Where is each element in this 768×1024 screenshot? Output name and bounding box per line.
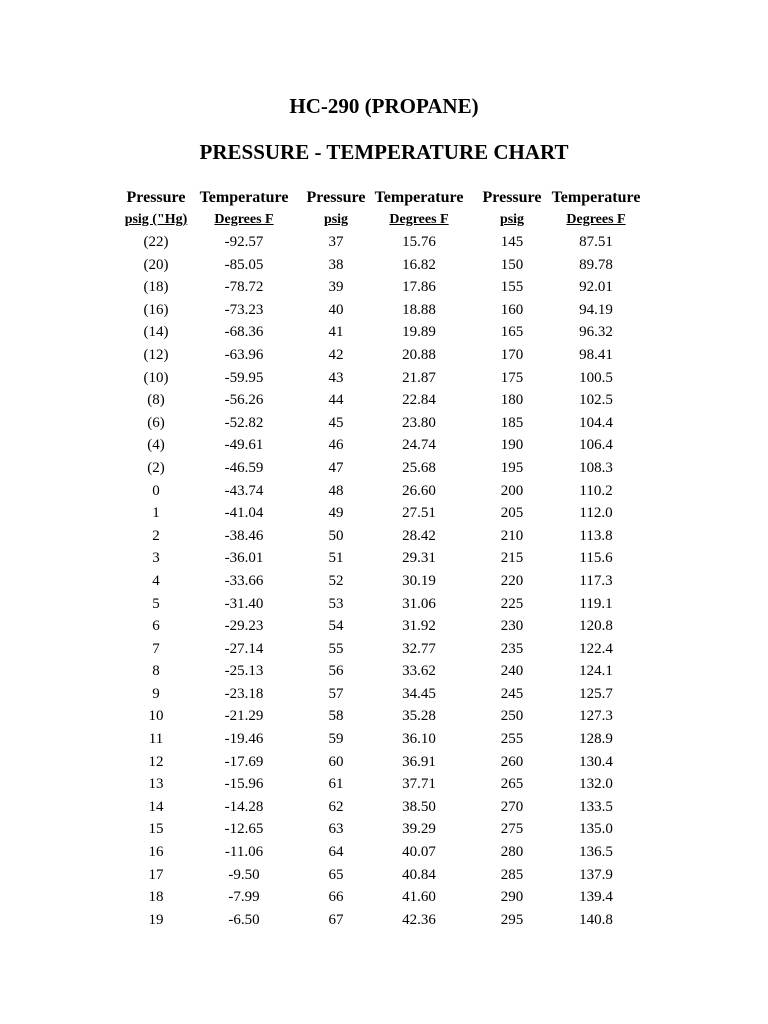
table-cell: 37.71 [402,776,436,793]
table-cell: -33.66 [224,572,264,589]
table-cell: 35.28 [402,708,436,725]
table-cell: 5 [152,595,160,612]
table-cell: 54 [328,618,344,635]
table-cell: 265 [500,776,524,793]
table-cell: 6 [152,618,160,635]
table-cell: 59 [328,731,344,748]
table-cell: 89.78 [579,256,613,273]
table-cell: 38 [328,256,344,273]
table-cell: -11.06 [224,844,264,861]
table-cell: 17.86 [402,279,436,296]
document-subtitle: PRESSURE - TEMPERATURE CHART [199,140,569,164]
column-unit: Degrees F [389,212,449,227]
table-cell: 128.9 [579,731,613,748]
table-cell: 28.42 [402,527,436,544]
table-cell: 240 [500,663,524,680]
table-cell: 98.41 [579,346,613,363]
table-cell: 94.19 [579,301,613,318]
table-cell: (10) [143,369,169,386]
column-header: Temperature [199,189,289,206]
table-cell: 275 [500,821,524,838]
table-cell: 34.45 [402,685,436,702]
table-cell: 295 [500,911,524,928]
table-cell: 112.0 [579,505,613,522]
table-cell: 60 [328,753,344,770]
table-cell: 104.4 [579,414,613,431]
table-cell: 12 [148,753,164,770]
table-cell: -7.99 [228,889,260,906]
table-cell: 24.74 [402,437,436,454]
table-cell: 13 [148,776,164,793]
table-cell: 235 [500,640,524,657]
table-cell: 20.88 [402,346,436,363]
table-cell: 190 [500,437,524,454]
table-cell: 39.29 [402,821,436,838]
table-cell: 16 [148,844,164,861]
table-cell: -36.01 [224,550,264,567]
table-cell: 9 [152,685,160,702]
pressure-column-3 [473,186,551,931]
table-cell: 92.01 [579,279,613,296]
column-values [371,231,467,931]
table-cell: 15.76 [402,234,436,250]
column-unit: Degrees F [566,212,626,227]
column-unit: psig ("Hg) [124,212,188,227]
table-cell: 245 [500,685,524,702]
table-cell: 4 [152,572,160,589]
table-cell: 87.51 [579,234,613,250]
table-cell: (20) [143,256,169,273]
table-cell: 205 [500,505,524,522]
table-cell: 140.8 [579,911,613,928]
table-cell: 135.0 [579,821,613,838]
column-header: Pressure [306,189,366,206]
pressure-column-1 [116,186,196,931]
table-cell: 62 [328,798,344,815]
table-cell: 52 [328,572,344,589]
table-cell: 170 [500,346,524,363]
table-cell: 43 [328,369,344,386]
pressure-column-2 [296,186,376,931]
table-cell: 260 [500,753,524,770]
table-cell: 49 [328,505,344,522]
table-cell: -14.28 [224,798,264,815]
table-cell: -85.05 [224,256,264,273]
table-cell: 10 [148,708,164,725]
table-cell: 23.80 [402,414,436,431]
table-cell: -31.40 [224,595,264,612]
table-cell: -21.29 [224,708,264,725]
table-cell: 119.1 [579,595,613,612]
table-cell: 15 [148,821,164,838]
table-cell: 31.06 [402,595,436,612]
table-cell: 124.1 [579,663,613,680]
table-cell: 41 [328,324,344,341]
table-cell: 50 [328,527,344,544]
table-cell: 230 [500,618,524,635]
table-cell: 255 [500,731,524,748]
table-cell: 117.3 [579,572,613,589]
table-cell: 32.77 [402,640,436,657]
table-cell: (12) [143,346,169,363]
table-cell: 195 [500,459,524,476]
column-header: Pressure [126,189,186,206]
temperature-column-2 [371,186,467,931]
table-cell: 155 [500,279,524,296]
table-cell: 280 [500,844,524,861]
table-cell: 145 [500,234,524,250]
table-cell: 55 [328,640,344,657]
table-cell: 64 [328,844,344,861]
table-cell: 136.5 [579,844,613,861]
table-cell: 120.8 [579,618,613,635]
table-cell: 33.62 [402,663,436,680]
table-cell: (22) [143,234,169,250]
table-cell: 110.2 [579,482,613,499]
table-cell: -68.36 [224,324,264,341]
table-cell: 8 [152,663,160,680]
table-cell: 113.8 [579,527,613,544]
table-cell: 31.92 [402,618,436,635]
table-cell: 42.36 [402,911,436,928]
table-cell: 133.5 [579,798,613,815]
table-cell: 58 [328,708,344,725]
table-cell: 42 [328,346,344,363]
column-unit: psig [323,212,349,227]
table-cell: 250 [500,708,524,725]
table-cell: 11 [148,731,164,748]
table-cell: 27.51 [402,505,436,522]
table-cell: 132.0 [579,776,613,793]
table-cell: 3 [152,550,160,567]
table-cell: 51 [328,550,344,567]
column-header: Temperature [551,189,641,206]
temperature-column-3 [548,186,644,931]
table-cell: -46.59 [224,459,264,476]
table-cell: 66 [328,889,344,906]
table-cell: -23.18 [224,685,264,702]
table-cell: (4) [147,437,165,454]
column-header: Pressure [482,189,542,206]
table-cell: 2 [152,527,160,544]
table-cell: 36.91 [402,753,436,770]
table-cell: 270 [500,798,524,815]
column-values [196,231,292,931]
table-cell: 185 [500,414,524,431]
table-cell: 137.9 [579,866,613,883]
table-cell: 1 [152,505,160,522]
column-values [116,231,196,931]
table-cell: -15.96 [224,776,264,793]
table-cell: -38.46 [224,527,264,544]
table-cell: 122.4 [579,640,613,657]
table-cell: 29.31 [402,550,436,567]
table-cell: 40.84 [402,866,436,883]
table-cell: 100.5 [579,369,613,386]
table-cell: 125.7 [579,685,613,702]
table-cell: 47 [328,459,344,476]
table-cell: 130.4 [579,753,613,770]
table-cell: -78.72 [224,279,264,296]
table-cell: -27.14 [224,640,264,657]
table-cell: 56 [328,663,344,680]
table-cell: 53 [328,595,344,612]
table-cell: 17 [148,866,164,883]
table-cell: 25.68 [402,459,436,476]
table-cell: -43.74 [224,482,264,499]
table-cell: (8) [147,392,165,409]
column-header: Temperature [374,189,464,206]
table-cell: 67 [328,911,344,928]
table-cell: 45 [328,414,344,431]
table-cell: 26.60 [402,482,436,499]
table-cell: 30.19 [402,572,436,589]
table-cell: -12.65 [224,821,264,838]
column-values [296,231,376,931]
table-cell: -52.82 [224,414,264,431]
table-cell: -9.50 [228,866,260,883]
table-cell: 127.3 [579,708,613,725]
table-cell: 19 [148,911,164,928]
table-cell: (14) [143,324,169,341]
column-values [473,231,551,931]
table-cell: 14 [148,798,164,815]
table-cell: 63 [328,821,344,838]
table-cell: 0 [152,482,160,499]
table-cell: -59.95 [224,369,264,386]
table-cell: 220 [500,572,524,589]
table-cell: -63.96 [224,346,264,363]
table-cell: -17.69 [224,753,264,770]
table-cell: -92.57 [224,234,264,250]
table-cell: -25.13 [224,663,264,680]
table-cell: -41.04 [224,505,264,522]
table-cell: 150 [500,256,524,273]
table-cell: -49.61 [224,437,264,454]
table-cell: 18 [148,889,164,906]
table-cell: 41.60 [402,889,436,906]
temperature-column-1 [196,186,292,931]
table-cell: 18.88 [402,301,436,318]
column-unit: Degrees F [214,212,274,227]
table-cell: (18) [143,279,169,296]
table-cell: -29.23 [224,618,264,635]
table-cell: 21.87 [402,369,436,386]
table-cell: 22.84 [402,392,436,409]
document-title: HC-290 (PROPANE) [289,94,479,118]
table-cell: 40 [328,301,344,318]
table-cell: 57 [328,685,344,702]
table-cell: 19.89 [402,324,436,341]
table-cell: 46 [328,437,344,454]
table-cell: (2) [147,459,165,476]
table-cell: 200 [500,482,524,499]
table-cell: (16) [143,301,169,318]
table-cell: -6.50 [228,911,260,928]
table-cell: 285 [500,866,524,883]
table-cell: 65 [328,866,344,883]
table-cell: 225 [500,595,524,612]
table-cell: 180 [500,392,524,409]
table-cell: 38.50 [402,798,436,815]
table-cell: 44 [328,392,344,409]
table-cell: 165 [500,324,524,341]
table-cell: 48 [328,482,344,499]
table-cell: 96.32 [579,324,613,341]
table-cell: 290 [500,889,524,906]
column-unit: psig [499,212,525,227]
table-cell: -19.46 [224,731,264,748]
table-cell: 175 [500,369,524,386]
table-cell: 61 [328,776,344,793]
table-cell: 210 [500,527,524,544]
table-cell: 7 [152,640,160,657]
table-cell: 108.3 [579,459,613,476]
table-cell: 39 [328,279,344,296]
column-values [548,231,644,931]
table-cell: -56.26 [224,392,264,409]
table-cell: 102.5 [579,392,613,409]
table-cell: 139.4 [579,889,613,906]
table-cell: (6) [147,414,165,431]
table-cell: 115.6 [579,550,613,567]
table-cell: 16.82 [402,256,436,273]
table-cell: 215 [500,550,524,567]
table-cell: 106.4 [579,437,613,454]
table-cell: 40.07 [402,844,436,861]
table-cell: 37 [328,234,344,250]
table-cell: 36.10 [402,731,436,748]
table-cell: -73.23 [224,301,264,318]
table-cell: 160 [500,301,524,318]
